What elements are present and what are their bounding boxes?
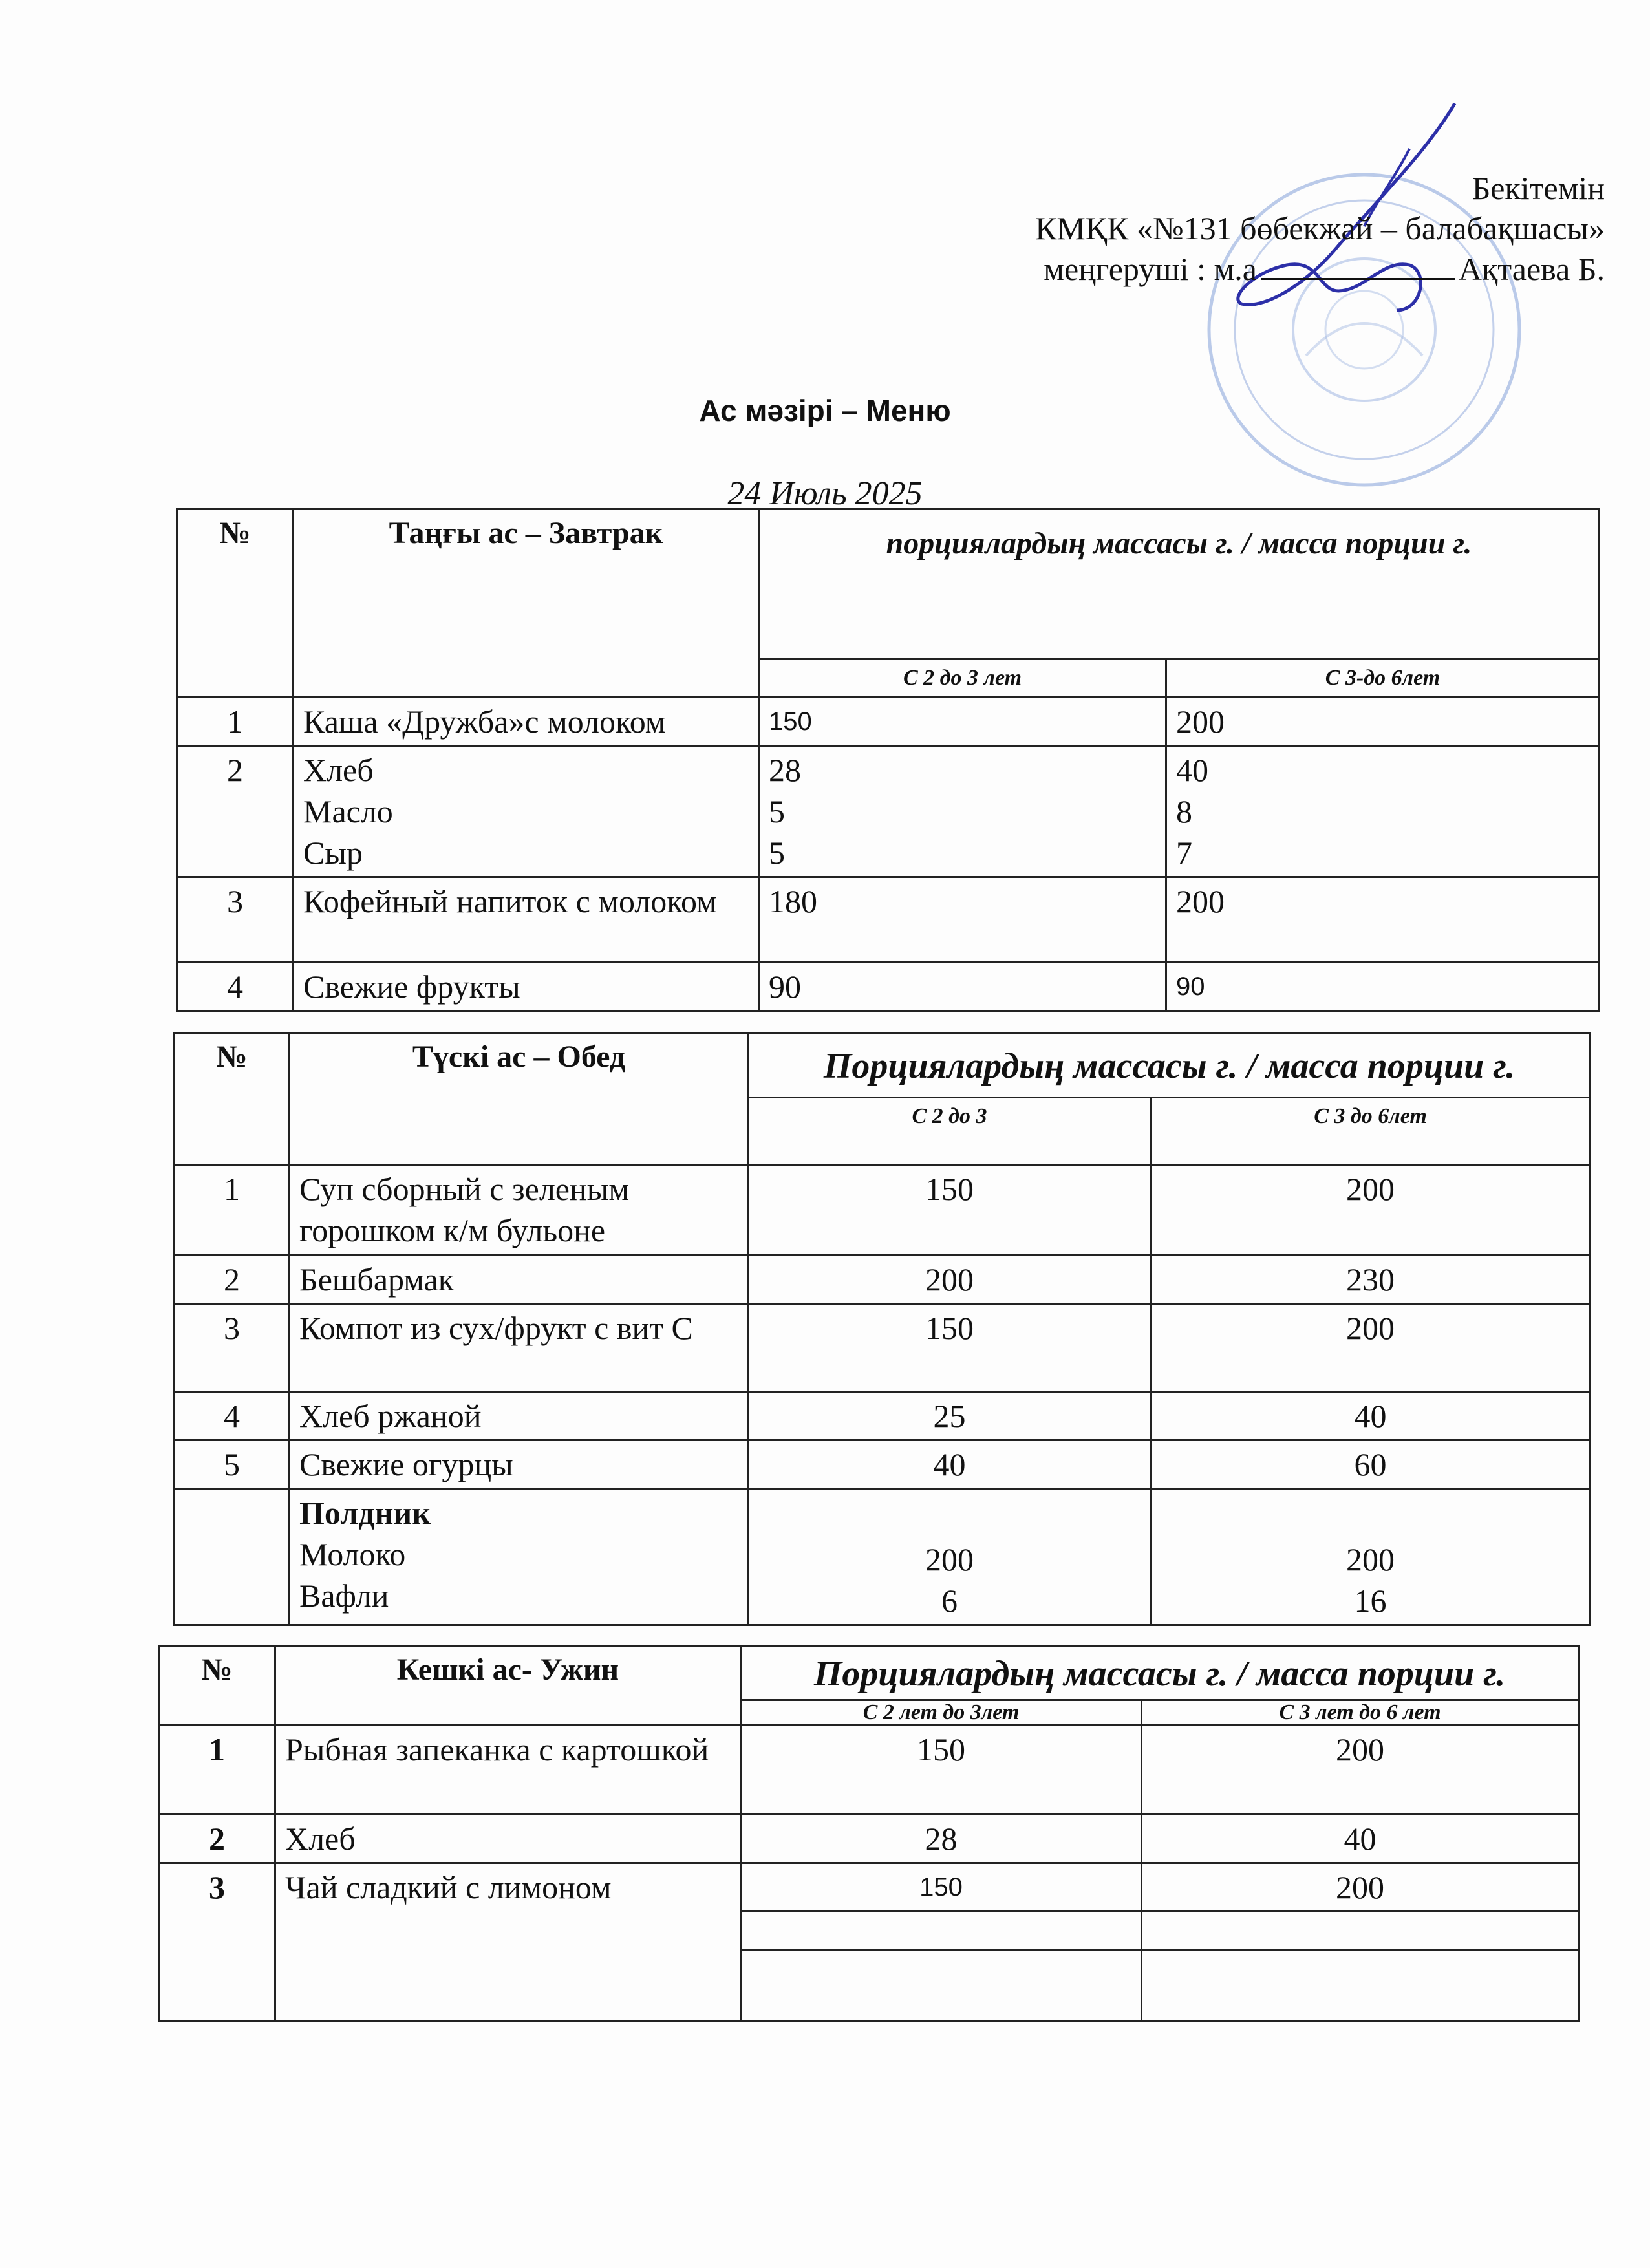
meal-name: Свежие фрукты <box>294 963 759 1011</box>
portion-age1: 150 <box>759 698 1166 746</box>
portion-age2: 200 <box>1166 877 1600 963</box>
portion-age1: 200 <box>749 1256 1151 1304</box>
portion-age2: 40 <box>1142 1815 1579 1863</box>
portion-age2: 230 <box>1151 1256 1591 1304</box>
lunch-age-2: С 3 до 6лет <box>1151 1098 1591 1165</box>
portion-age1: 28 <box>741 1815 1142 1863</box>
lunch-col-meal: Түскі ас – Обед <box>290 1033 749 1165</box>
portion-age1: 5 <box>769 835 785 871</box>
dinner-col-mass: Порциялардың массасы г. / масса порции г. <box>741 1646 1579 1700</box>
director-name: Ақтаева Б. <box>1458 251 1605 287</box>
dinner-age-2: С 3 лет до 6 лет <box>1142 1700 1579 1726</box>
row-number: 1 <box>175 1165 290 1256</box>
dinner-age-1: С 2 лет до 3лет <box>741 1700 1142 1726</box>
portion-age2-group <box>1166 746 1600 877</box>
portion-age2: 40 <box>1151 1392 1591 1440</box>
row-number: 2 <box>175 1256 290 1304</box>
portion-age2: 90 <box>1166 963 1600 1011</box>
row-number: 3 <box>159 1863 275 2022</box>
snack-title: Полдник <box>299 1495 431 1531</box>
portion-age1: 150 <box>749 1165 1151 1256</box>
dinner-col-meal: Кешкі ас- Ужин <box>275 1646 741 1726</box>
dinner-col-no: № <box>159 1646 275 1726</box>
empty-cell <box>741 1951 1142 2022</box>
director-prefix: меңгеруші : м.а <box>1044 251 1257 287</box>
row-number: 1 <box>159 1726 275 1815</box>
portion-age1: 5 <box>769 793 785 829</box>
dinner-table <box>158 1645 1580 2022</box>
portion-age2: 200 <box>1346 1541 1395 1578</box>
approval-label: Бекітемін <box>1472 170 1605 206</box>
director-line <box>1044 250 1605 288</box>
portion-age1: 150 <box>741 1726 1142 1815</box>
row-number: 2 <box>159 1815 275 1863</box>
portion-age1: 40 <box>749 1440 1151 1489</box>
portion-age1: 28 <box>769 752 801 788</box>
row-number: 1 <box>177 698 294 746</box>
portion-age2: 200 <box>1142 1726 1579 1815</box>
meal-name: Чай сладкий с лимоном <box>275 1863 741 2022</box>
meal-name: Кофейный напиток с молоком <box>294 877 759 963</box>
organization-name: КМҚК «№131 бөбекжай – балабақшасы» <box>1034 210 1605 246</box>
portion-age1: 150 <box>749 1304 1151 1392</box>
meal-name: Хлеб ржаной <box>290 1392 749 1440</box>
breakfast-col-meal: Таңғы ас – Завтрак <box>294 509 759 698</box>
meal-name: Молоко <box>299 1536 406 1572</box>
lunch-col-mass: Порциялардың массасы г. / масса порции г. <box>749 1033 1591 1098</box>
row-number: 5 <box>175 1440 290 1489</box>
lunch-col-no: № <box>175 1033 290 1165</box>
breakfast-age-1: С 2 до 3 лет <box>759 659 1166 698</box>
empty-cell <box>1142 1951 1579 2022</box>
snack-items <box>290 1489 749 1625</box>
empty-cell <box>1142 1912 1579 1951</box>
row-number: 4 <box>177 963 294 1011</box>
row-number: 2 <box>177 746 294 877</box>
meal-name: Масло <box>303 793 393 829</box>
portion-age2: 200 <box>1151 1165 1591 1256</box>
meal-name: Хлеб <box>275 1815 741 1863</box>
meal-name: Каша «Дружба»с молоком <box>294 698 759 746</box>
meal-name: Рыбная запеканка с картошкой <box>275 1726 741 1815</box>
empty-cell <box>741 1912 1142 1951</box>
row-number: 3 <box>175 1304 290 1392</box>
portion-age1: 25 <box>749 1392 1151 1440</box>
meal-name-group <box>294 746 759 877</box>
portion-age1: 200 <box>925 1541 974 1578</box>
portion-age2: 16 <box>1354 1583 1387 1619</box>
portion-age2: 7 <box>1176 835 1192 871</box>
meal-name: Свежие огурцы <box>290 1440 749 1489</box>
portion-age2: 200 <box>1151 1304 1591 1392</box>
portion-age1: 150 <box>741 1863 1142 1912</box>
snack-portion-age1 <box>749 1489 1151 1625</box>
snack-portion-age2 <box>1151 1489 1591 1625</box>
breakfast-table <box>176 508 1600 1012</box>
portion-age1: 90 <box>759 963 1166 1011</box>
meal-name: Бешбармак <box>290 1256 749 1304</box>
breakfast-col-no: № <box>177 509 294 698</box>
meal-name: Компот из сух/фрукт с вит С <box>290 1304 749 1392</box>
meal-name: Хлеб <box>303 752 374 788</box>
breakfast-col-mass: порциялардың массасы г. / масса порции г. <box>759 509 1600 659</box>
portion-age2: 60 <box>1151 1440 1591 1489</box>
menu-date: 24 Июль 2025 <box>727 475 923 512</box>
portion-age1: 180 <box>759 877 1166 963</box>
snack-number-cell <box>175 1489 290 1625</box>
lunch-age-1: С 2 до 3 <box>749 1098 1151 1165</box>
signature-blank <box>1261 250 1455 280</box>
meal-name: Суп сборный с зеленым горошком к/м бульоне <box>290 1165 749 1256</box>
row-number: 3 <box>177 877 294 963</box>
portion-age2: 8 <box>1176 793 1192 829</box>
lunch-table <box>173 1032 1591 1626</box>
portion-age2: 200 <box>1166 698 1600 746</box>
portion-age2: 200 <box>1142 1863 1579 1912</box>
portion-age1: 6 <box>941 1583 958 1619</box>
portion-age1-group <box>759 746 1166 877</box>
portion-age2: 40 <box>1176 752 1208 788</box>
page-title: Ас мәзірі – Меню <box>699 394 951 427</box>
meal-name: Вафли <box>299 1578 389 1614</box>
row-number: 4 <box>175 1392 290 1440</box>
breakfast-age-2: С 3-до 6лет <box>1166 659 1600 698</box>
meal-name: Сыр <box>303 835 363 871</box>
